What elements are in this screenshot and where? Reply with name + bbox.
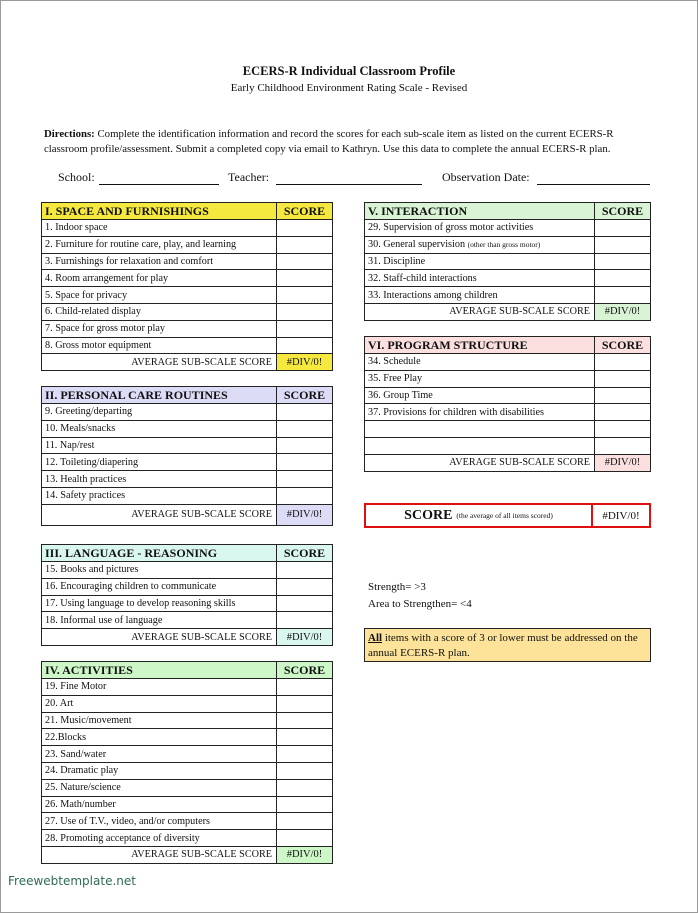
- score-header: SCORE: [277, 662, 333, 679]
- score-cell[interactable]: [595, 220, 651, 237]
- score-cell[interactable]: [277, 487, 333, 504]
- score-cell[interactable]: [277, 813, 333, 830]
- item-label: 26. Math/number: [42, 796, 277, 813]
- score-cell[interactable]: [277, 578, 333, 595]
- table-row: [42, 562, 333, 579]
- item-label: 28. Promoting acceptance of diversity: [42, 830, 277, 847]
- table-row: [365, 387, 651, 404]
- table-row: [42, 779, 333, 796]
- item-label: 8. Gross motor equipment: [42, 337, 277, 354]
- score-cell[interactable]: [277, 270, 333, 287]
- area-to-strengthen-legend: Area to Strengthen= <4: [368, 598, 472, 610]
- average-label: AVERAGE SUB-SCALE SCORE: [365, 454, 595, 471]
- table-row: [42, 796, 333, 813]
- score-cell[interactable]: [595, 437, 651, 454]
- item-label: 13. Health practices: [42, 471, 277, 488]
- average-score: #DIV/0!: [277, 504, 333, 525]
- item-label: 25. Nature/science: [42, 779, 277, 796]
- score-cell[interactable]: [277, 236, 333, 253]
- score-cell[interactable]: [277, 220, 333, 237]
- score-cell[interactable]: [277, 695, 333, 712]
- item-label: 6. Child-related display: [42, 303, 277, 320]
- average-score: #DIV/0!: [595, 303, 651, 320]
- table-row: [42, 578, 333, 595]
- score-cell[interactable]: [595, 270, 651, 287]
- item-label: 7. Space for gross motor play: [42, 320, 277, 337]
- score-cell[interactable]: [277, 729, 333, 746]
- average-label: AVERAGE SUB-SCALE SCORE: [42, 846, 277, 863]
- table-row: [42, 471, 333, 488]
- score-header: SCORE: [595, 337, 651, 354]
- score-cell[interactable]: [277, 471, 333, 488]
- school-field[interactable]: [99, 184, 219, 185]
- score-cell[interactable]: [595, 370, 651, 387]
- item-label: 20. Art: [42, 695, 277, 712]
- section-activities: [41, 661, 333, 864]
- empty-item: [365, 421, 595, 438]
- table-row: [42, 287, 333, 304]
- item-label: 27. Use of T.V., video, and/or computers: [42, 813, 277, 830]
- directions-label: Directions:: [44, 128, 95, 140]
- item-label: 11. Nap/rest: [42, 437, 277, 454]
- section-program-structure: [364, 336, 651, 472]
- item-label: 1. Indoor space: [42, 220, 277, 237]
- score-cell[interactable]: [277, 612, 333, 629]
- item-label: 19. Fine Motor: [42, 679, 277, 696]
- table-row: [42, 746, 333, 763]
- score-cell[interactable]: [277, 562, 333, 579]
- item-label: 29. Supervision of gross motor activities: [365, 220, 595, 237]
- score-cell[interactable]: [277, 437, 333, 454]
- score-cell[interactable]: [595, 253, 651, 270]
- table-row: [42, 695, 333, 712]
- section-title: VI. PROGRAM STRUCTURE: [365, 337, 595, 354]
- table-row: [42, 813, 333, 830]
- item-label: 10. Meals/snacks: [42, 420, 277, 437]
- item-label: 14. Safety practices: [42, 487, 277, 504]
- observation-date-field[interactable]: [537, 184, 650, 185]
- note-emphasis: All: [368, 632, 383, 644]
- item-label: 22.Blocks: [42, 729, 277, 746]
- average-label: AVERAGE SUB-SCALE SCORE: [365, 303, 595, 320]
- score-cell[interactable]: [595, 404, 651, 421]
- item-label: 34. Schedule: [365, 354, 595, 371]
- average-score: #DIV/0!: [277, 354, 333, 371]
- section-interaction: [364, 202, 651, 321]
- score-cell[interactable]: [277, 253, 333, 270]
- table-row: [42, 253, 333, 270]
- score-cell[interactable]: [277, 779, 333, 796]
- average-label: AVERAGE SUB-SCALE SCORE: [42, 504, 277, 525]
- table-row: [42, 487, 333, 504]
- observation-date-label: Observation Date:: [442, 170, 530, 184]
- table-row: [42, 420, 333, 437]
- item-label: 9. Greeting/departing: [42, 404, 277, 421]
- item-label: 33. Interactions among children: [365, 287, 595, 304]
- score-cell[interactable]: [277, 746, 333, 763]
- table-row: [42, 612, 333, 629]
- watermark: Freewebtemplate.net: [8, 874, 136, 888]
- teacher-field[interactable]: [276, 184, 422, 185]
- item-label: 4. Room arrangement for play: [42, 270, 277, 287]
- item-label: 15. Books and pictures: [42, 562, 277, 579]
- table-row: [365, 220, 651, 237]
- page-subtitle: Early Childhood Environment Rating Scale - Revised: [230, 82, 468, 94]
- note-text: items with a score of 3 or lower must be addressed on the annual ECERS-R plan.: [368, 632, 638, 659]
- score-header: SCORE: [595, 203, 651, 220]
- score-cell[interactable]: [595, 387, 651, 404]
- table-row: [42, 679, 333, 696]
- total-score-note: (the average of all items scored): [456, 511, 553, 520]
- item-label: 2. Furniture for routine care, play, and learning: [42, 236, 277, 253]
- section-title: III. LANGUAGE - REASONING: [42, 545, 277, 562]
- table-row: [42, 830, 333, 847]
- score-cell[interactable]: [277, 679, 333, 696]
- table-row: [365, 253, 651, 270]
- total-score-label-cell: [366, 505, 593, 526]
- teacher-label: Teacher:: [228, 170, 270, 184]
- item-text: 30. General supervision: [368, 239, 466, 251]
- strength-legend: Strength= >3: [368, 581, 426, 593]
- score-cell[interactable]: [277, 712, 333, 729]
- table-row: [42, 303, 333, 320]
- table-row: [42, 454, 333, 471]
- score-cell[interactable]: [277, 420, 333, 437]
- table-row: [42, 712, 333, 729]
- score-header: SCORE: [277, 545, 333, 562]
- empty-item: [365, 437, 595, 454]
- table-row: [42, 729, 333, 746]
- section-personal-care: [41, 386, 333, 526]
- table-row: [365, 370, 651, 387]
- table-row: [42, 220, 333, 237]
- table-row: [365, 236, 651, 253]
- item-label: 37. Provisions for children with disabilities: [365, 404, 595, 421]
- section-title: I. SPACE AND FURNISHINGS: [42, 203, 277, 220]
- directions: [44, 127, 654, 157]
- table-row: [42, 762, 333, 779]
- table-row: [365, 354, 651, 371]
- item-note: (other than gross motor): [467, 240, 541, 250]
- table-row: [365, 437, 651, 454]
- score-cell[interactable]: [595, 287, 651, 304]
- item-label: 5. Space for privacy: [42, 287, 277, 304]
- table-row: [365, 421, 651, 438]
- section-title: IV. ACTIVITIES: [42, 662, 277, 679]
- item-label: 35. Free Play: [365, 370, 595, 387]
- section-title: II. PERSONAL CARE ROUTINES: [42, 387, 277, 404]
- average-score: #DIV/0!: [277, 846, 333, 863]
- total-score-label: SCORE: [404, 507, 453, 523]
- item-label: 23. Sand/water: [42, 746, 277, 763]
- score-cell[interactable]: [277, 796, 333, 813]
- item-label: 3. Furnishings for relaxation and comfort: [42, 253, 277, 270]
- table-row: [42, 437, 333, 454]
- item-label: 32. Staff-child interactions: [365, 270, 595, 287]
- score-header: SCORE: [277, 203, 333, 220]
- school-label: School:: [58, 170, 95, 184]
- total-score-value: #DIV/0!: [602, 509, 640, 522]
- section-language-reasoning: [41, 544, 333, 646]
- table-row: [42, 236, 333, 253]
- item-label: 16. Encouraging children to communicate: [42, 578, 277, 595]
- score-cell[interactable]: [595, 236, 651, 253]
- average-label: AVERAGE SUB-SCALE SCORE: [42, 354, 277, 371]
- item-label: [365, 236, 595, 253]
- score-cell[interactable]: [277, 762, 333, 779]
- total-score-box: [364, 503, 651, 528]
- score-cell[interactable]: [277, 303, 333, 320]
- table-row: [365, 404, 651, 421]
- table-row: [365, 287, 651, 304]
- average-score: #DIV/0!: [595, 454, 651, 471]
- table-row: [42, 595, 333, 612]
- table-row: [365, 270, 651, 287]
- item-label: 24. Dramatic play: [42, 762, 277, 779]
- score-cell[interactable]: [277, 404, 333, 421]
- score-cell[interactable]: [277, 287, 333, 304]
- average-score: #DIV/0!: [277, 629, 333, 646]
- item-label: 18. Informal use of language: [42, 612, 277, 629]
- score-cell[interactable]: [277, 830, 333, 847]
- item-label: 17. Using language to develop reasoning skills: [42, 595, 277, 612]
- item-label: 21. Music/movement: [42, 712, 277, 729]
- page-title: ECERS-R Individual Classroom Profile: [242, 64, 456, 78]
- directions-text: Complete the identification information and record the scores for each sub-scale item as listed on the current ECERS-R classroom profile/assessment. Submit a completed copy via email to Kathryn. Use this data to complete the annual ECERS-R plan.: [44, 128, 614, 155]
- table-row: [42, 320, 333, 337]
- score-cell[interactable]: [277, 320, 333, 337]
- item-label: 36. Group Time: [365, 387, 595, 404]
- item-label: 12. Toileting/diapering: [42, 454, 277, 471]
- plan-note: [364, 628, 651, 662]
- item-label: 31. Discipline: [365, 253, 595, 270]
- table-row: [42, 270, 333, 287]
- table-row: [42, 337, 333, 354]
- score-cell[interactable]: [277, 454, 333, 471]
- score-cell[interactable]: [277, 595, 333, 612]
- score-header: SCORE: [277, 387, 333, 404]
- section-space-furnishings: [41, 202, 333, 371]
- section-title: V. INTERACTION: [365, 203, 595, 220]
- average-label: AVERAGE SUB-SCALE SCORE: [42, 629, 277, 646]
- table-row: [42, 404, 333, 421]
- score-cell[interactable]: [277, 337, 333, 354]
- score-cell[interactable]: [595, 421, 651, 438]
- score-cell[interactable]: [595, 354, 651, 371]
